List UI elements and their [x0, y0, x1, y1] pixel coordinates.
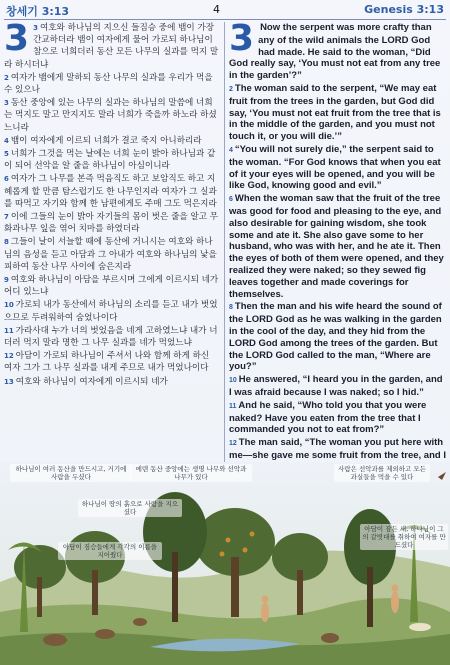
- verse-text: 여호와 하나님이 여자에게 이르시되 네가: [15, 376, 168, 387]
- verse-number: 9: [4, 276, 9, 285]
- verse-text: And he said, “Who told you that you were naked? Have you eaten from the tree that I commanded you not to eat from?”: [229, 399, 427, 436]
- verse-number: 13: [4, 377, 14, 386]
- verse-text: 동산 중앙에 있는 나무의 실과는 하나님의 말씀에 너희는 먹지도 말고 만지지도 말라 너희가 죽을까 하노라 하셨느니라: [4, 98, 217, 133]
- english-verse: [229, 22, 446, 82]
- verse-text: 이에 그들의 눈이 밝아 자기들의 몸이 벗은 줄을 알고 무화과나무 잎을 엮어 치마를 하였더라: [4, 212, 219, 235]
- caption-garden-made: 하나님이 여러 동산을 만드시고, 거기에 사람을 두셨다: [10, 464, 132, 482]
- eden-illustration: [0, 462, 450, 665]
- korean-verse: [4, 299, 220, 323]
- verse-text: 너희가 그것을 먹는 날에는 너희 눈이 밝아 하나님과 같이 되어 선악을 알 줄을 하나님이 아심이니라: [4, 149, 216, 172]
- korean-verse: [4, 236, 220, 273]
- verse-text: 여호와 하나님의 지으신 들짐승 중에 뱀이 가장 간교하더라 뱀이 여자에게 물어 가로되 하나님이 참으로 너희더러 동산 모든 나무의 실과를 먹지 말라 하시더냐: [4, 23, 219, 70]
- korean-verse: [4, 376, 220, 388]
- english-verse: [229, 193, 446, 300]
- header-korean-reference: 창세기 3:13: [6, 5, 70, 18]
- caption-man-formed: 하나님이 땅의 흙으로 사람을 지으셨다: [78, 499, 182, 517]
- verse-number: 3: [4, 99, 9, 108]
- english-column: [229, 22, 446, 460]
- verse-text: 아담이 가로되 하나님이 주셔서 나와 함께 하게 하신 여자 그가 그 나무 실과를 내게 주므로 내가 먹었나이다: [4, 351, 210, 374]
- verse-number: 4: [4, 136, 9, 145]
- korean-verse: [4, 350, 220, 374]
- korean-verse: [4, 173, 220, 210]
- verse-number: 12: [229, 440, 237, 448]
- verse-number: 6: [229, 196, 233, 204]
- korean-verse: [4, 135, 220, 147]
- verse-number: 2: [229, 85, 233, 93]
- korean-verse: [4, 22, 220, 71]
- verse-text: 여자가 뱀에게 말하되 동산 나무의 실과를 우리가 먹을 수 있으나: [4, 72, 213, 96]
- korean-verse: [4, 72, 220, 96]
- verse-text: He answered, “I heard you in the garden, and I was afraid because I was naked; so I hid.”: [229, 374, 443, 398]
- english-verse: [229, 374, 446, 399]
- column-divider: [224, 22, 225, 462]
- korean-verse: [4, 325, 220, 349]
- chapter-number-english: 3: [229, 22, 255, 59]
- english-verse: [229, 301, 446, 373]
- caption-naming-animals: 아담이 짐승들에게 각각의 이름을 지어줬다: [58, 542, 162, 560]
- verse-number: 2: [4, 73, 9, 82]
- caption-may-eat: 사람은 선악과를 제외하고 모든 과실들을 먹을 수 있다: [334, 464, 430, 482]
- korean-column: [4, 22, 220, 460]
- korean-verse: [4, 97, 220, 134]
- verse-number: 8: [4, 238, 9, 247]
- caption-two-trees: 에덴 동산 중앙에는 생명 나무와 선악과 나무가 있다: [130, 464, 252, 482]
- verse-text: 뱀이 여자에게 이르되 너희가 결코 죽지 아니하리라: [10, 135, 202, 146]
- verse-number: 5: [4, 150, 9, 159]
- verse-text: 가로되 내가 동산에서 하나님의 소리를 듣고 내가 벗었으므로 두려워하여 숨었나이다: [4, 300, 218, 323]
- verse-text: 여호와 하나님이 아담을 부르시며 그에게 이르시되 네가 어디 있느냐: [4, 275, 219, 298]
- caption-woman-formed: 아담이 잠든 새, 하나님이 그의 갈빗대를 취하여 여자를 만드셨다: [360, 524, 448, 550]
- page-number: 4: [213, 3, 220, 16]
- header-rule: [4, 19, 446, 20]
- english-verse: [229, 437, 446, 460]
- eden-landscape-image: [0, 462, 450, 665]
- verse-text: Then the man and his wife heard the sound of the LORD God as he was walking in the garden in the cool of the day, and they hid from the LORD God among the trees of the garden. But the LORD God called to the man, “Where are you?”: [229, 301, 442, 373]
- korean-verse: [4, 148, 220, 172]
- english-verse-list: [229, 22, 446, 460]
- verse-number: 4: [229, 146, 233, 154]
- verse-number: 7: [4, 213, 9, 222]
- english-verse: [229, 83, 446, 143]
- verse-text: “You will not surely die,” the serpent said to the woman. “For God knows that when you eat of it your eyes will be opened, and you will be like God, knowing good and evil.”: [229, 143, 441, 192]
- english-verse: [229, 144, 446, 192]
- verse-text: 가라사대 누가 너의 벗었음을 네게 고하였느냐 내가 너더러 먹지 말라 명한 그 나무 실과를 네가 먹었느냐: [4, 325, 218, 349]
- verse-number: 10: [4, 301, 14, 310]
- header-english-reference: Genesis 3:13: [364, 3, 444, 16]
- korean-verse: [4, 211, 220, 235]
- verse-text: The woman said to the serpent, “We may eat fruit from the trees in the garden, but God did say, ‘You must not eat fruit from the tree that is in the middle of the garden, and you must not touch it, or you will die.’”: [229, 82, 441, 143]
- verse-number: 11: [4, 326, 14, 335]
- verse-number: 12: [4, 352, 14, 361]
- verse-text: 그들이 날이 서늘할 때에 동산에 거니시는 여호와 하나님의 음성을 듣고 아담과 그 아내가 여호와 하나님의 낯을 피하여 동산 나무 사이에 숨은지라: [4, 237, 217, 272]
- korean-verse-list: [4, 22, 220, 388]
- verse-number: 8: [229, 304, 233, 312]
- verse-number: 6: [4, 175, 9, 184]
- verse-number: 3: [33, 24, 38, 32]
- verse-text: The man said, “The woman you put here with me—she gave me some fruit from the tree, and I: [229, 437, 446, 460]
- verse-number: 10: [229, 377, 237, 385]
- verse-text: Now the serpent was more crafty than any of the wild animals the LORD God had made. He said to the woman, “Did God really say, ‘You must not eat from any tree in the garden’?”: [229, 22, 441, 82]
- verse-text: When the woman saw that the fruit of the tree was good for food and pleasing to the eye, and also desirable for gaining wisdom, she took some and ate it. She also gave some to her husband, who was with her, and he ate it. Then the eyes of both of them were opened, and they realized they were naked; so they sewed fig leaves together and made coverings for themselves.: [229, 193, 444, 300]
- verse-number: 11: [229, 402, 237, 410]
- english-verse: [229, 400, 446, 436]
- korean-verse: [4, 274, 220, 298]
- verse-text: 여자가 그 나무를 본즉 먹음직도 하고 보암직도 하고 지혜롭게 할 만큼 탐스럽기도 한 나무인지라 여자가 그 실과를 따먹고 자기와 함께 한 남편에게도 주매 그도 먹은지라: [4, 174, 217, 209]
- chapter-number-korean: 3: [4, 22, 30, 59]
